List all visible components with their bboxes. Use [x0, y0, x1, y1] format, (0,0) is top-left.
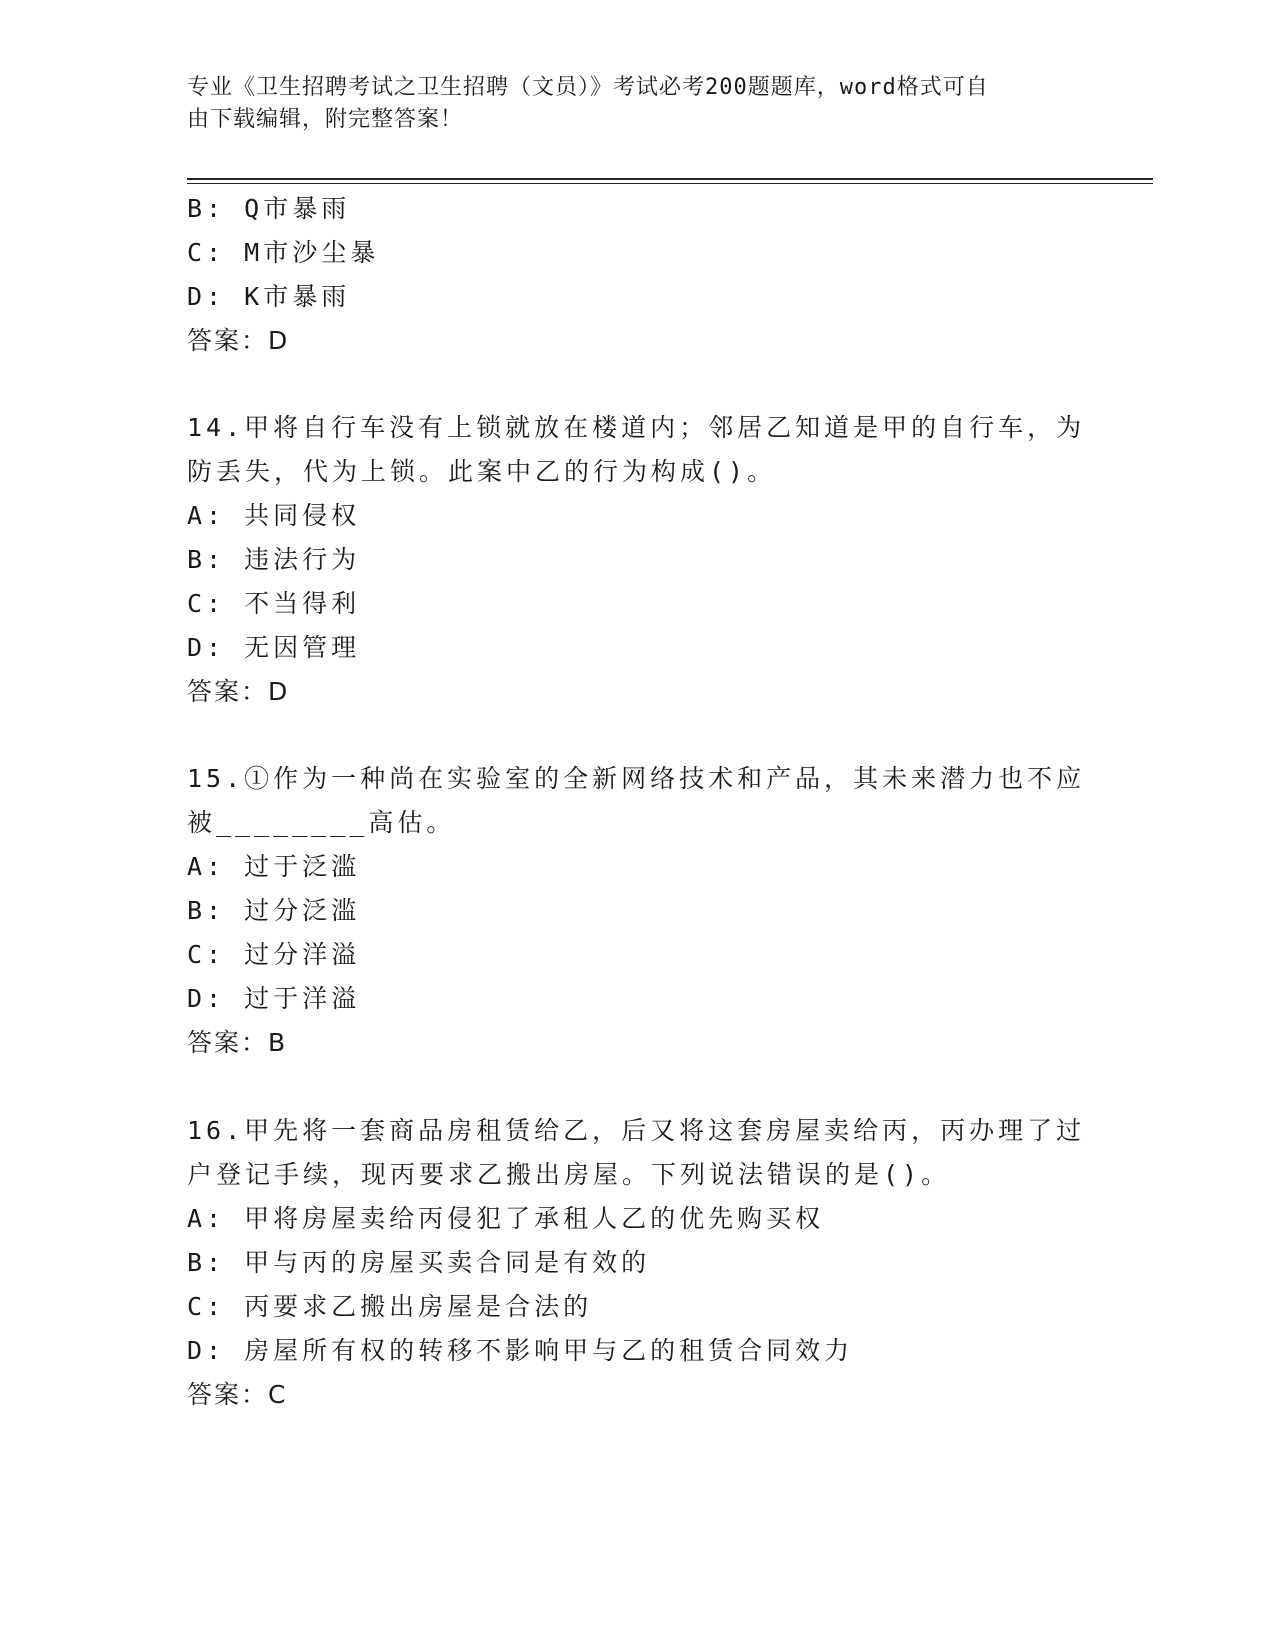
document-header — [187, 72, 1067, 136]
q16-stem-line-1: 16.甲先将一套商品房租赁给乙，后又将这套房屋卖给丙，丙办理了过 — [187, 1116, 1086, 1145]
q13-answer: 答案：D — [187, 326, 290, 355]
q15-option-c: C: 过分洋溢 — [187, 940, 361, 969]
q15-answer: 答案：B — [187, 1028, 288, 1057]
q16-answer: 答案：C — [187, 1380, 288, 1409]
header-divider-thick — [187, 178, 1153, 180]
q14-option-d: D: 无因管理 — [187, 633, 361, 662]
q16-option-d: D: 房屋所有权的转移不影响甲与乙的租赁合同效力 — [187, 1336, 854, 1365]
q16-option-c: C: 丙要求乙搬出房屋是合法的 — [187, 1292, 593, 1321]
q14-option-a: A: 共同侵权 — [187, 501, 361, 530]
q14-stem-line-2: 防丢失，代为上锁。此案中乙的行为构成()。 — [187, 457, 777, 486]
q13-option-b: B: Q市暴雨 — [187, 194, 351, 223]
q16-option-b: B: 甲与丙的房屋买卖合同是有效的 — [187, 1248, 651, 1277]
q14-stem-line-1: 14.甲将自行车没有上锁就放在楼道内；邻居乙知道是甲的自行车，为 — [187, 413, 1086, 442]
header-line-1: 专业《卫生招聘考试之卫生招聘（文员）》考试必考200题题库，word格式可自 — [187, 75, 989, 100]
q14-answer: 答案：D — [187, 677, 290, 706]
q15-stem-line-2: 被________高估。 — [187, 808, 456, 837]
header-line-2: 由下载编辑，附完整答案！ — [187, 107, 464, 132]
q13-option-d: D: K市暴雨 — [187, 282, 351, 311]
q14-option-c: C: 不当得利 — [187, 589, 361, 618]
q13-option-c: C: M市沙尘暴 — [187, 238, 380, 267]
q15-option-a: A: 过于泛滥 — [187, 852, 361, 881]
q15-stem-line-1: 15.①作为一种尚在实验室的全新网络技术和产品，其未来潜力也不应 — [187, 764, 1086, 793]
q15-option-b: B: 过分泛滥 — [187, 896, 361, 925]
q16-stem-line-2: 户登记手续，现丙要求乙搬出房屋。下列说法错误的是()。 — [187, 1160, 951, 1189]
q14-option-b: B: 违法行为 — [187, 545, 361, 574]
q15-option-d: D: 过于洋溢 — [187, 984, 361, 1013]
header-divider-thin — [187, 183, 1153, 184]
q16-option-a: A: 甲将房屋卖给丙侵犯了承租人乙的优先购买权 — [187, 1204, 825, 1233]
